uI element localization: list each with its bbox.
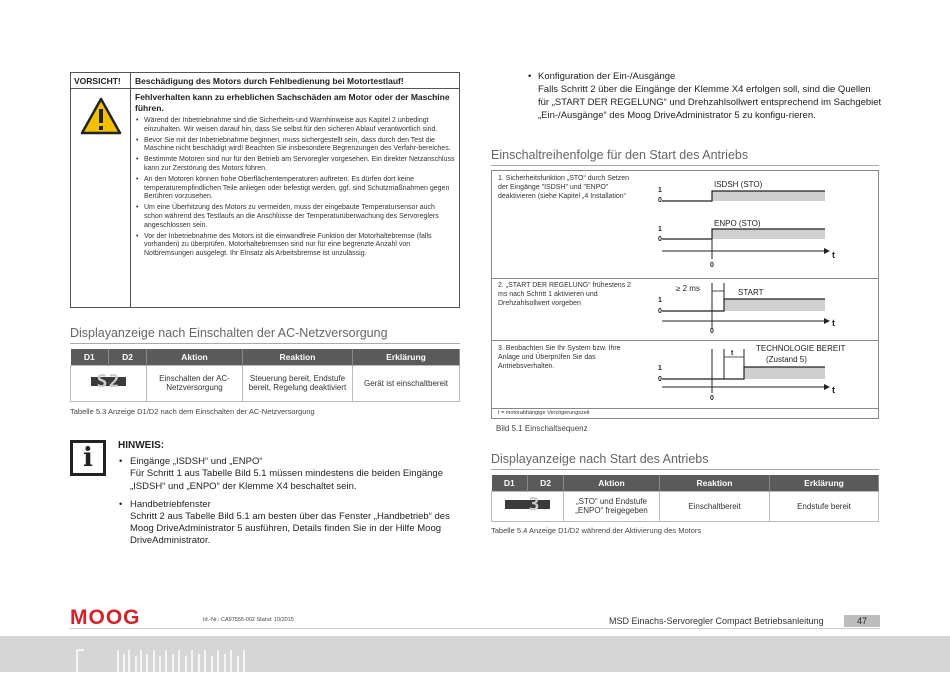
- note-title: HINWEIS:: [118, 440, 165, 451]
- cell-erklaerung: Gerät ist einschaltbereit: [353, 365, 460, 401]
- axis-t: t: [832, 318, 835, 328]
- col-header: D2: [109, 349, 147, 365]
- seq-section-title: Einschaltreihenfolge für den Start des Antriebs: [491, 148, 749, 162]
- axis-t: t: [832, 250, 835, 260]
- axis-zero: 0: [710, 395, 714, 402]
- display-table-2: [491, 475, 879, 522]
- bottom-band: [0, 636, 950, 672]
- isdsh-label: ISDSH (STO): [714, 180, 763, 189]
- barcode-decoration: [0, 636, 300, 672]
- col-header: D2: [528, 475, 564, 491]
- info-icon: i: [70, 440, 106, 476]
- warning-item: • Vor der Inbetriebnahme des Motors ist die einwandfreie Funktion der Motorhaltebremse (falls vorhanden) zu überprüfen. Motorhaltebremsen sind nur für eine begrenzte Anzahl von Notbremsungen ausgelegt. Ihr Einsatz als Arbeitsbremse ist unzulässig.: [135, 233, 455, 259]
- config-text: Falls Schritt 2 über die Eingänge der Klemme X4 erfolgen soll, sind die Quellen für „START DER REGELUNG“ und Drehzahlsollwert entsprechend im Sachgebiet „Ein-/Ausgänge“ des Moog DriveAdministrator 5 zu konfigu-rieren.: [538, 84, 882, 121]
- warning-lead: Fehlverhalten kann zu erheblichen Sachschäden am Motor oder der Maschine führen.: [135, 92, 450, 113]
- note-item: [118, 456, 463, 493]
- sequence-diagram: [491, 170, 879, 419]
- col-header: D1: [492, 475, 528, 491]
- table2-caption: Tabelle 5.4 Anzeige D1/D2 während der Aktivierung des Motors: [491, 526, 702, 535]
- cell-erklaerung: Endstufe bereit: [770, 491, 879, 521]
- config-item: Konfiguration der Ein-/Ausgänge: [538, 71, 676, 82]
- axis-zero: 0: [710, 328, 714, 335]
- col-header: Erklärung: [770, 475, 879, 491]
- step-3-text: 3. Beobachten Sie Ihr System bzw. Ihre Anlage und Überprüfen Sie das Antriebsverhalten.: [498, 345, 621, 370]
- note-item-title: Handbetriebfenster: [130, 498, 211, 510]
- warning-box: [70, 72, 460, 308]
- col-header: D1: [71, 349, 109, 365]
- delay-label: ≥ 2 ms: [676, 284, 700, 293]
- label-one: 1: [658, 187, 662, 194]
- warning-title: Beschädigung des Motors durch Fehlbedienung bei Motortestlauf!: [135, 76, 404, 86]
- isdsh-high: [712, 191, 825, 201]
- moog-logo: MOOG: [70, 606, 141, 629]
- label-one: 1: [658, 365, 662, 372]
- warning-triangle-icon: [80, 97, 122, 135]
- delay-t: t: [731, 350, 734, 357]
- warning-item: • Bevor Sie mit der Inbetriebnahme beginnen, muss sichergestellt sein, dass durch den Test die Maschine nicht beschädigt wird! Beachten Sie insbesondere Begrenzungen des Verfahr-bereiches.: [135, 137, 455, 155]
- enpo-high: [712, 229, 825, 239]
- config-block: • Konfiguration der Ein-/Ausgänge Falls Schritt 2 über die Eingänge der Klemme X4 erfolgen soll, sind die Quellen für „START DER REGELUNG“ und Drehzahlsollwert entsprechend im Sachgebiet „Ein-/Ausgänge“ des Moog DriveAdministrator 5 zu konfigu-rieren.: [528, 71, 882, 121]
- label-zero: 0: [658, 376, 662, 383]
- warning-item: • Bestimmte Motoren sind nur für den Betrieb am Servoregler vorgesehen. Ein direkter Netzanschluss kann zur Zerstörung des Motors führen.: [135, 156, 455, 174]
- table1-caption: Tabelle 5.3 Anzeige D1/D2 nach dem Einschalten der AC-Netzversorgung: [70, 407, 315, 416]
- note-item: [118, 499, 463, 548]
- left-section-title: Displayanzeige nach Einschalten der AC-Netzversorgung: [70, 326, 388, 340]
- axis-zero: 0: [710, 262, 714, 269]
- doc-title: MSD Einachs-Servoregler Compact Betriebsanleitung: [609, 616, 824, 626]
- step-2-text: 2. „START DER REGELUNG“ frühestens 2 ms nach Schritt 1 aktivieren und Drehzahlsollwert vorgeben: [498, 282, 632, 307]
- label-one: 1: [658, 297, 662, 304]
- note-item-title: Eingänge „ISDSH“ und „ENPO“: [130, 456, 263, 468]
- timing-chart: [492, 171, 880, 420]
- warning-item: • Wärend der Inbetriebnahme sind die Sicherheits-und Warnhinweise aus Kapitel 2 unbedingt einzuhalten. Wir weisen darauf hin, dass Sie selbst für den sicheren Ablauf verantwortlich sind.: [135, 117, 455, 135]
- label-one: 1: [658, 226, 662, 233]
- col-header: Erklärung: [353, 349, 460, 365]
- warning-item: • An den Motoren können hohe Oberflächentemperaturen auftreten. Es dürfen dort keine temperaturempfindlichen Teile anliegen oder befestigt werden, ggf. sind Schutzmaßnahmen gegen Berühren vorzusehen.: [135, 176, 455, 202]
- warning-item: • Um eine Überhitzung des Motors zu vermeiden, muss der eingebaute Temperatursensor auch schon während des Testlaufs an die Anschlüsse der Temperaturüberwachung des Servoreglers angeschlossen sein.: [135, 204, 455, 230]
- cell-aktion: Einschalten der AC-Netzversorgung: [147, 365, 243, 401]
- note-item-text: Für Schritt 1 aus Tabelle Bild 5.1 müssen mindestens die beiden Eingänge „ISDSH“ und „ENPO“ der Klemme X4 beschaltet sein.: [130, 468, 443, 492]
- cell-reaktion: Einschaltbereit: [660, 491, 770, 521]
- start-high: [724, 299, 825, 311]
- seq-caption: Bild 5.1 Einschaltsequenz: [496, 424, 588, 433]
- label-zero: 0: [658, 197, 662, 204]
- tech-high: [744, 367, 825, 379]
- col-header: Aktion: [564, 475, 660, 491]
- warning-list: [135, 117, 455, 259]
- label-zero: 0: [658, 236, 662, 243]
- note-item-text: Schritt 2 aus Tabelle Bild 5.1 am besten über das Fenster „Handbetrieb“ des Moog DriveAdministrator 5 ausführen, Details finden Sie in der Hilfe Moog DriveAdministrator.: [130, 511, 450, 547]
- zustand-label: (Zustand 5): [766, 355, 807, 364]
- right-section-title: Displayanzeige nach Start des Antriebs: [491, 452, 709, 466]
- display-table-1: [70, 349, 460, 402]
- start-label: START: [738, 288, 764, 297]
- cell-reaktion: Steuerung bereit, Endstufe bereit, Regelung deaktiviert: [243, 365, 353, 401]
- step-1-text: 1. Sicherheitsfunktion „STO“ durch Setzen der Eingänge "ISDSH" und "ENPO" deaktivieren (siehe Kapitel „4 Installation“: [498, 175, 629, 200]
- page-number: 47: [844, 615, 880, 627]
- cell-aktion: „STO“ und Endstufe „ENPO“ freigegeben: [564, 491, 660, 521]
- seven-segment-display: 3: [505, 500, 551, 509]
- col-header: Aktion: [147, 349, 243, 365]
- seq-footnote: t = motorabhängige Verzögerungszeit: [498, 410, 590, 416]
- enpo-label: ENPO (STO): [714, 219, 761, 228]
- tech-label: TECHNOLOGIE BEREIT: [756, 344, 846, 353]
- label-zero: 0: [658, 308, 662, 315]
- col-header: Reaktion: [660, 475, 770, 491]
- doc-id: Id.-Nr.: CA97555-002 Stand: 10/2015: [203, 617, 294, 623]
- seven-segment-display: S2: [91, 377, 127, 386]
- axis-t: t: [832, 385, 835, 395]
- warning-label: VORSICHT!: [71, 73, 131, 88]
- col-header: Reaktion: [243, 349, 353, 365]
